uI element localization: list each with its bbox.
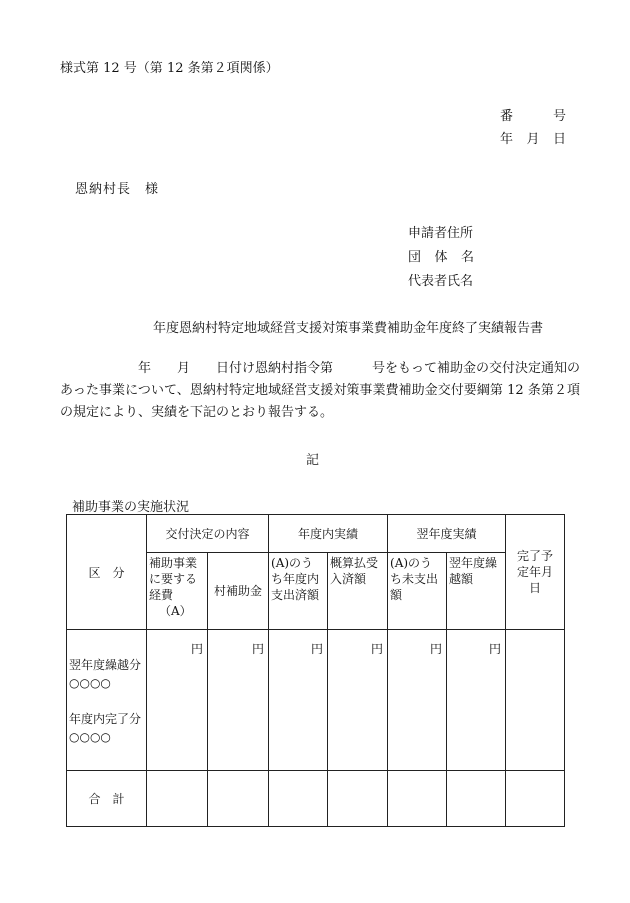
completion-text: 完了予定年月日 [517, 549, 554, 595]
row-labels-cell [67, 630, 147, 771]
sub-header-carryover [447, 553, 506, 630]
sub-line: 入済額 [330, 572, 367, 586]
group-next-header: 翌年度実績 [388, 515, 506, 553]
implementation-status-table [66, 514, 565, 827]
sub-line: 概算払受 [330, 556, 379, 570]
sub-line: 額 [390, 588, 403, 602]
org-char: 名 [460, 250, 474, 265]
sub-line: 翌年度繰 [449, 556, 498, 570]
empty-cell [208, 771, 269, 827]
date-label [500, 128, 566, 147]
org-char: 団 [408, 250, 422, 265]
date-year: 年 [500, 132, 514, 147]
row-label: ○○○○ [69, 676, 111, 690]
applicant-org-label [408, 246, 474, 265]
empty-cell [328, 771, 388, 827]
form-number: 様式第 12 号（第 12 条第２項関係） [60, 61, 279, 76]
org-char: 体 [434, 250, 448, 265]
applicant-address-label: 申請者住所 [408, 226, 474, 241]
total-label: 合 計 [67, 771, 147, 827]
sub-line: (A)のう [271, 556, 314, 570]
sub-header-cost [147, 553, 208, 630]
number-char: 号 [552, 109, 566, 124]
sub-header-unspent [388, 553, 447, 630]
yen-unit: 円 [328, 630, 388, 771]
sub-line: ち未支出 [390, 572, 439, 586]
sub-line: （A） [159, 604, 192, 618]
group-decision-header: 交付決定の内容 [147, 515, 269, 553]
number-char: 番 [500, 109, 514, 124]
sub-line: 補助事業 [149, 556, 198, 570]
sub-header-advance [328, 553, 388, 630]
ki-heading: 記 [306, 453, 320, 468]
empty-cell [388, 771, 447, 827]
empty-cell [506, 771, 565, 827]
yen-unit: 円 [447, 630, 506, 771]
empty-cell [506, 630, 565, 771]
sub-line: 支出済額 [271, 588, 320, 602]
empty-cell [147, 771, 208, 827]
row-label: ○○○○ [69, 730, 111, 744]
empty-cell [269, 771, 328, 827]
yen-unit: 円 [208, 630, 269, 771]
sub-header-village: 村補助金 [208, 553, 269, 630]
sub-line: 経費 [149, 588, 174, 602]
empty-cell [447, 771, 506, 827]
sub-line: (A)のう [390, 556, 433, 570]
date-day: 日 [552, 132, 566, 147]
sub-header-spent [269, 553, 328, 630]
yen-unit: 円 [147, 630, 208, 771]
group-current-header: 年度内実績 [269, 515, 388, 553]
yen-unit: 円 [388, 630, 447, 771]
document-title: 年度恩納村特定地域経営支援対策事業費補助金年度終了実績報告書 [153, 321, 544, 336]
yen-unit: 円 [269, 630, 328, 771]
date-month: 月 [526, 132, 540, 147]
applicant-rep-label: 代表者氏名 [408, 274, 474, 289]
document-number-label [500, 105, 566, 124]
completion-header [506, 515, 565, 630]
kubun-header: 区 分 [67, 515, 147, 630]
row-label: 翌年度繰越分 [69, 658, 142, 672]
addressee: 恩納村長 様 [75, 182, 160, 197]
row-label: 年度内完了分 [69, 712, 142, 726]
sub-line: ち年度内 [271, 572, 320, 586]
sub-line: 越額 [449, 572, 474, 586]
sub-line: に要する [149, 572, 198, 586]
body-paragraph: 年 月 日付け恩納村指令第 号をもって補助金の交付決定通知のあった事業について、恩納村特定地域経営支援対策事業費補助金交付要綱第 12 条第２項の規定により、実績を下記のとおり報告する。 [60, 361, 581, 420]
table-caption: 補助事業の実施状況 [72, 500, 190, 515]
